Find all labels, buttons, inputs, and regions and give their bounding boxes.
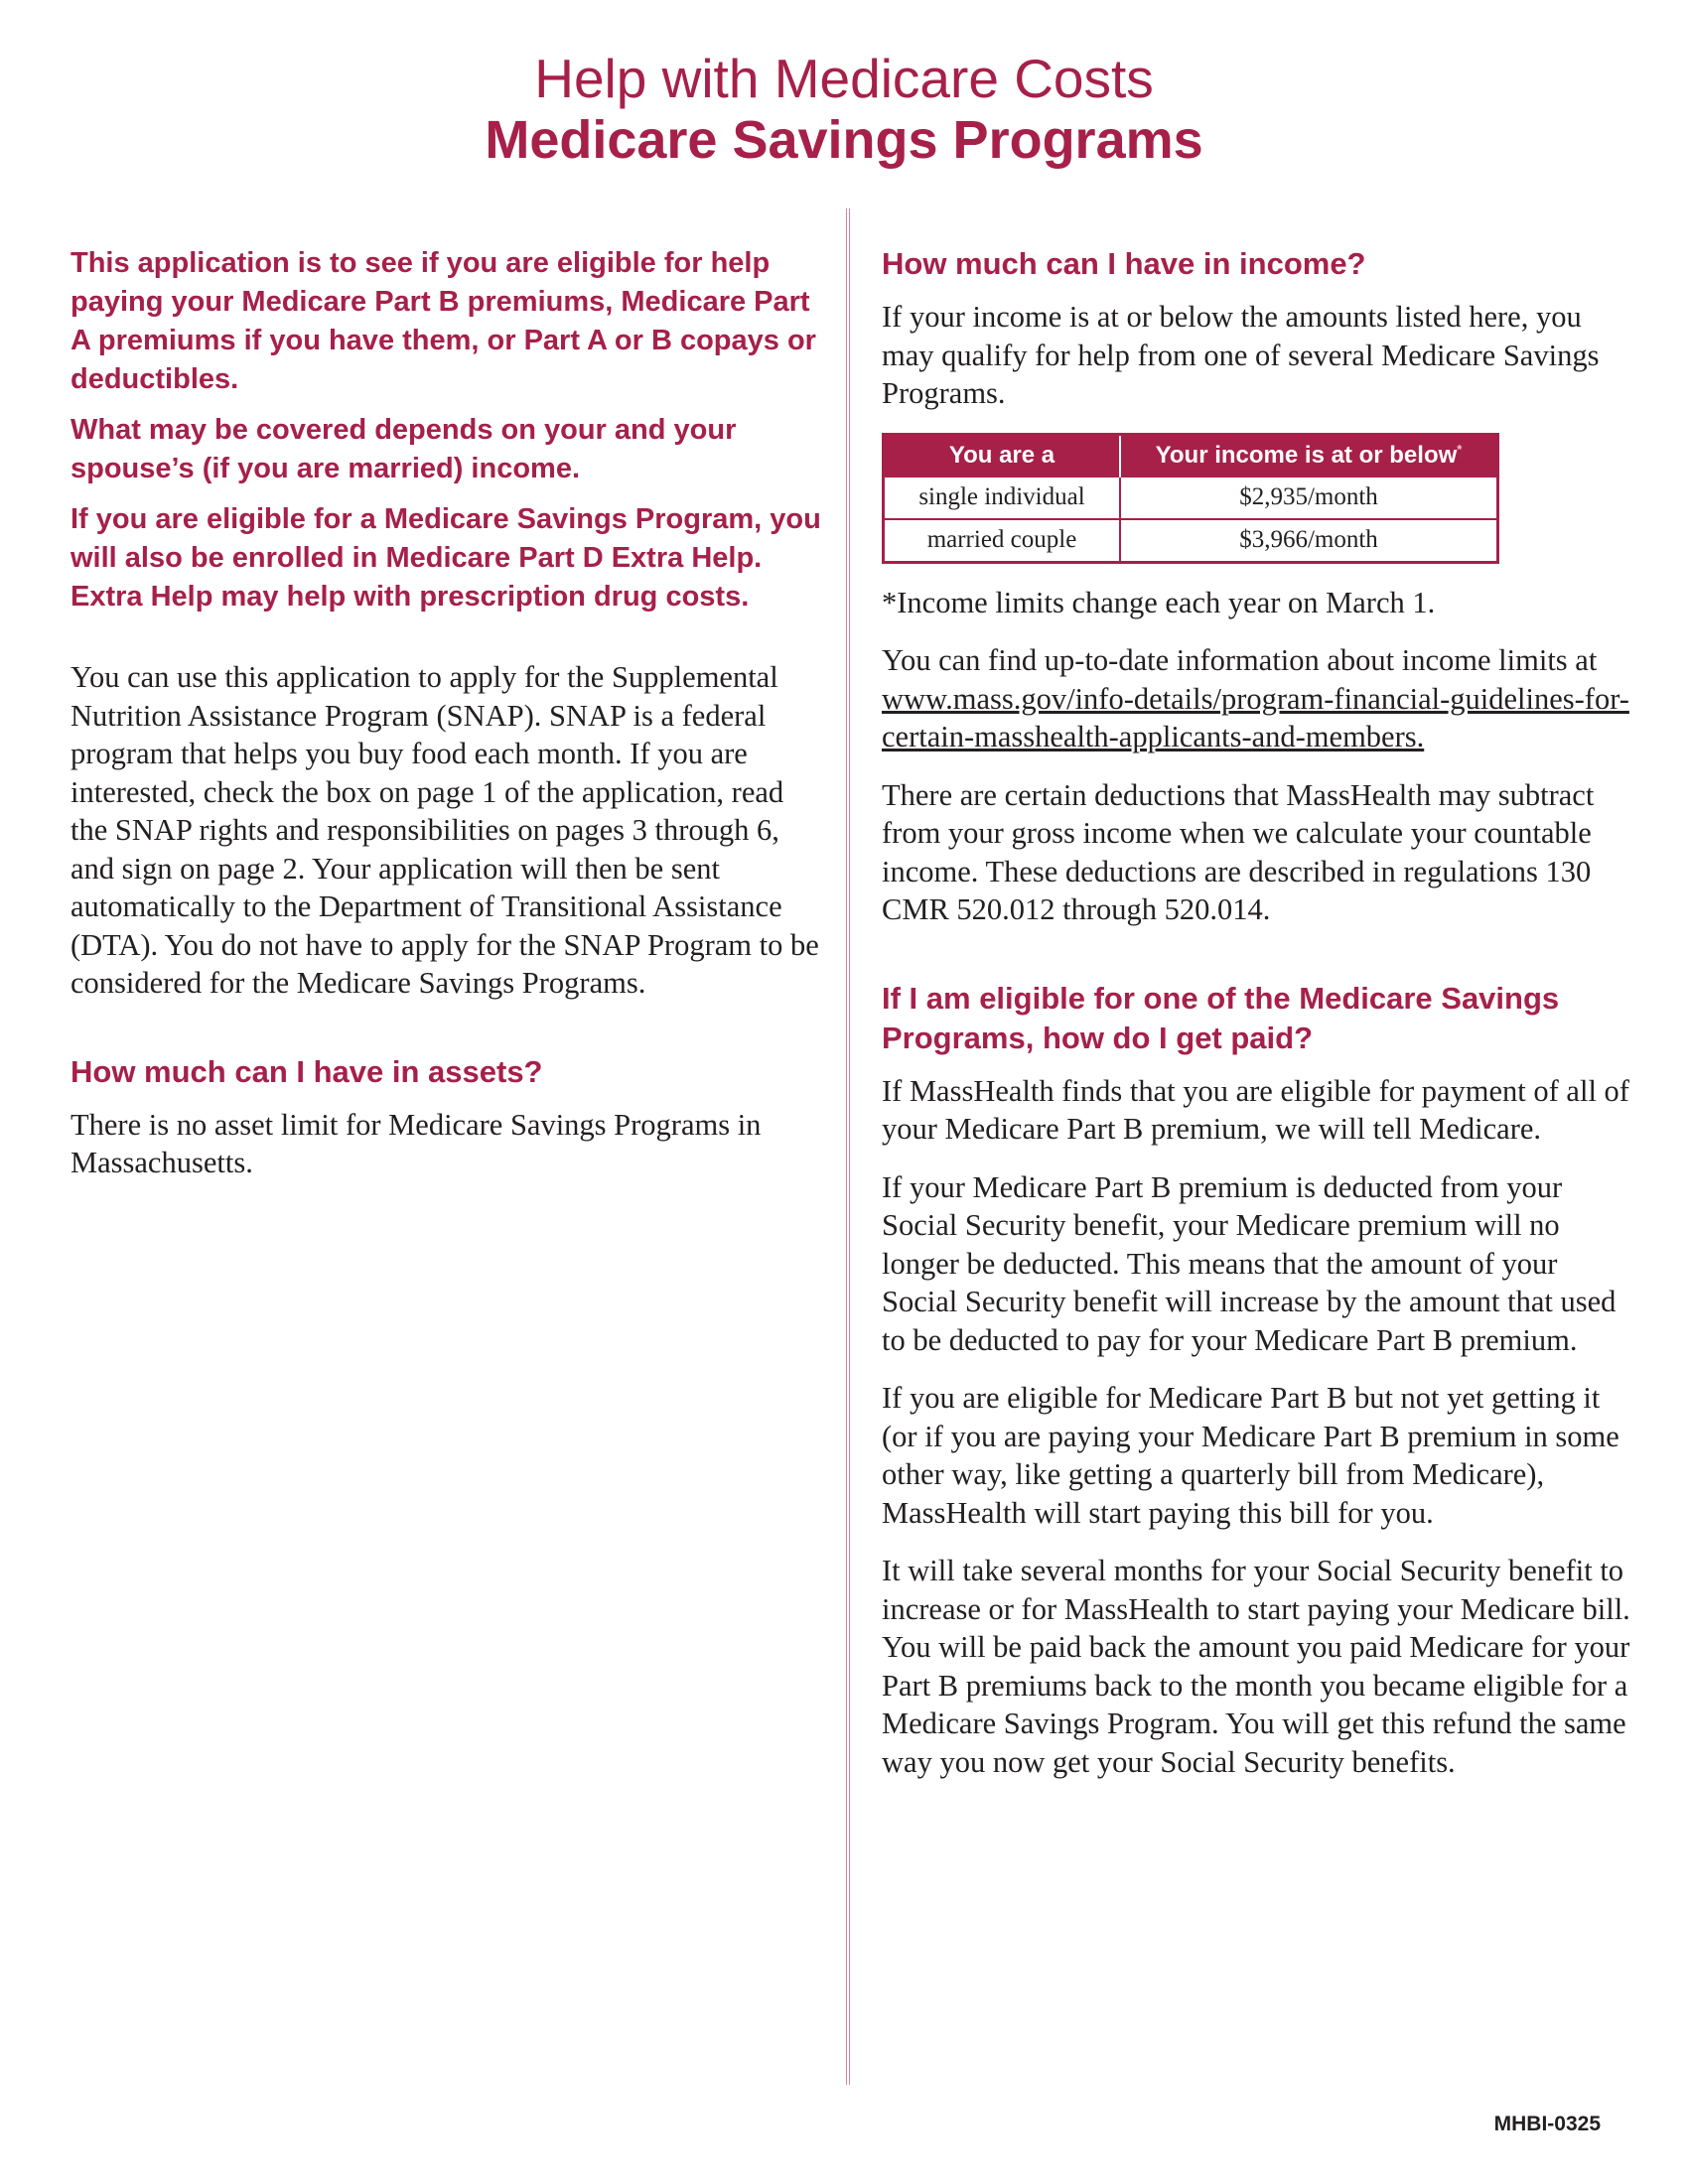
column-divider	[846, 208, 850, 2085]
page-title: Medicare Savings Programs	[485, 110, 1203, 170]
col-header-income-limit: Your income is at or below*	[1120, 434, 1498, 477]
assets-heading: How much can I have in assets?	[70, 1053, 543, 1089]
table-row	[884, 477, 1498, 519]
footnote-marker: *	[1457, 441, 1463, 457]
deductions-paragraph: There are certain deductions that MassHealth may subtract from your gross income when we calculate your countable income. These deductions are described in regulations 130 CMR 520.012 through 520.014.	[882, 777, 1595, 926]
income-footnote: *Income limits change each year on March 1.	[882, 585, 1436, 619]
table-row	[884, 519, 1498, 563]
assets-text: There is no asset limit for Medicare Savings Programs in Massachusetts.	[70, 1107, 762, 1179]
table-cell-who: married couple	[884, 519, 1121, 563]
table-cell-who: single individual	[884, 477, 1121, 519]
paid-paragraph-3: If you are eligible for Medicare Part B but not yet getting it (or if you are paying your Medicare Part B premium in some other way, like getting a quarterly bill from Medicare), MassHealth will start paying this bill for you.	[882, 1381, 1619, 1530]
paid-paragraph-2: If your Medicare Part B premium is deducted from your Social Security benefit, your Medicare premium will no longer be deducted. This means that the amount of your Social Security benefit will increase by the amount that used to be deducted to pay for your Medicare Part B premium.	[882, 1169, 1617, 1357]
lead-extra-help: If you are eligible for a Medicare Savings Program, you will also be enrolled in Medicare Part D Extra Help. Extra Help may help with prescription drug costs.	[70, 503, 821, 613]
income-limits-table	[882, 433, 1499, 564]
income-guidelines-link[interactable]: www.mass.gov/info-details/program-financial-guidelines-for-certain-masshealth-applicants-and-members.	[882, 681, 1629, 753]
uptodate-paragraph: You can find up-to-date information about income limits at www.mass.gov/info-details/program-financial-guidelines-for-certain-masshealth-applicants-and-members.	[882, 643, 1629, 753]
table-header-row	[884, 434, 1498, 477]
lead-coverage: What may be covered depends on your and your spouse’s (if you are married) income.	[70, 414, 737, 484]
col-header-you-are: You are a	[884, 434, 1121, 477]
table-cell-limit: $3,966/month	[1120, 519, 1498, 563]
snap-paragraph: You can use this application to apply for the Supplemental Nutrition Assistance Program (SNAP). SNAP is a federal program that helps you buy food each month. If you are interested, check the box on page 1 of the application, read the SNAP rights and responsibilities on pages 3 through 6, and sign on page 2. Your application will then be sent automatically to the Department of Transitional Assistance (DTA). You do not have to apply for the SNAP Program to be considered for the Medicare Savings Programs.	[70, 660, 819, 1000]
paid-heading: If I am eligible for one of the Medicare Savings Programs, how do I get paid?	[882, 980, 1560, 1055]
form-code: MHBI-0325	[1493, 2113, 1601, 2135]
paid-paragraph-1: If MassHealth finds that you are eligible for payment of all of your Medicare Part B premium, we will tell Medicare.	[882, 1073, 1629, 1146]
paid-paragraph-4: It will take several months for your Social Security benefit to increase or for MassHealth to start paying your Medicare bill. You will be paid back the amount you paid Medicare for your Part B premiums back to the month you became eligible for a Medicare Savings Program. You will get this refund the same way you now get your Social Security benefits.	[882, 1554, 1630, 1779]
lead-eligibility: This application is to see if you are eligible for help paying your Medicare Part B premiums, Medicare Part A premiums if you have them, or Part A or B copays or deductibles.	[70, 247, 816, 395]
right-column	[882, 244, 1636, 1801]
income-heading: How much can I have in income?	[882, 246, 1366, 281]
page-subtitle: Help with Medicare Costs	[534, 48, 1154, 109]
left-column	[70, 244, 825, 1202]
table-cell-limit: $2,935/month	[1120, 477, 1498, 519]
page-header	[0, 48, 1688, 171]
income-intro: If your income is at or below the amounts listed here, you may qualify for help from one of several Medicare Savings Programs.	[882, 300, 1600, 410]
